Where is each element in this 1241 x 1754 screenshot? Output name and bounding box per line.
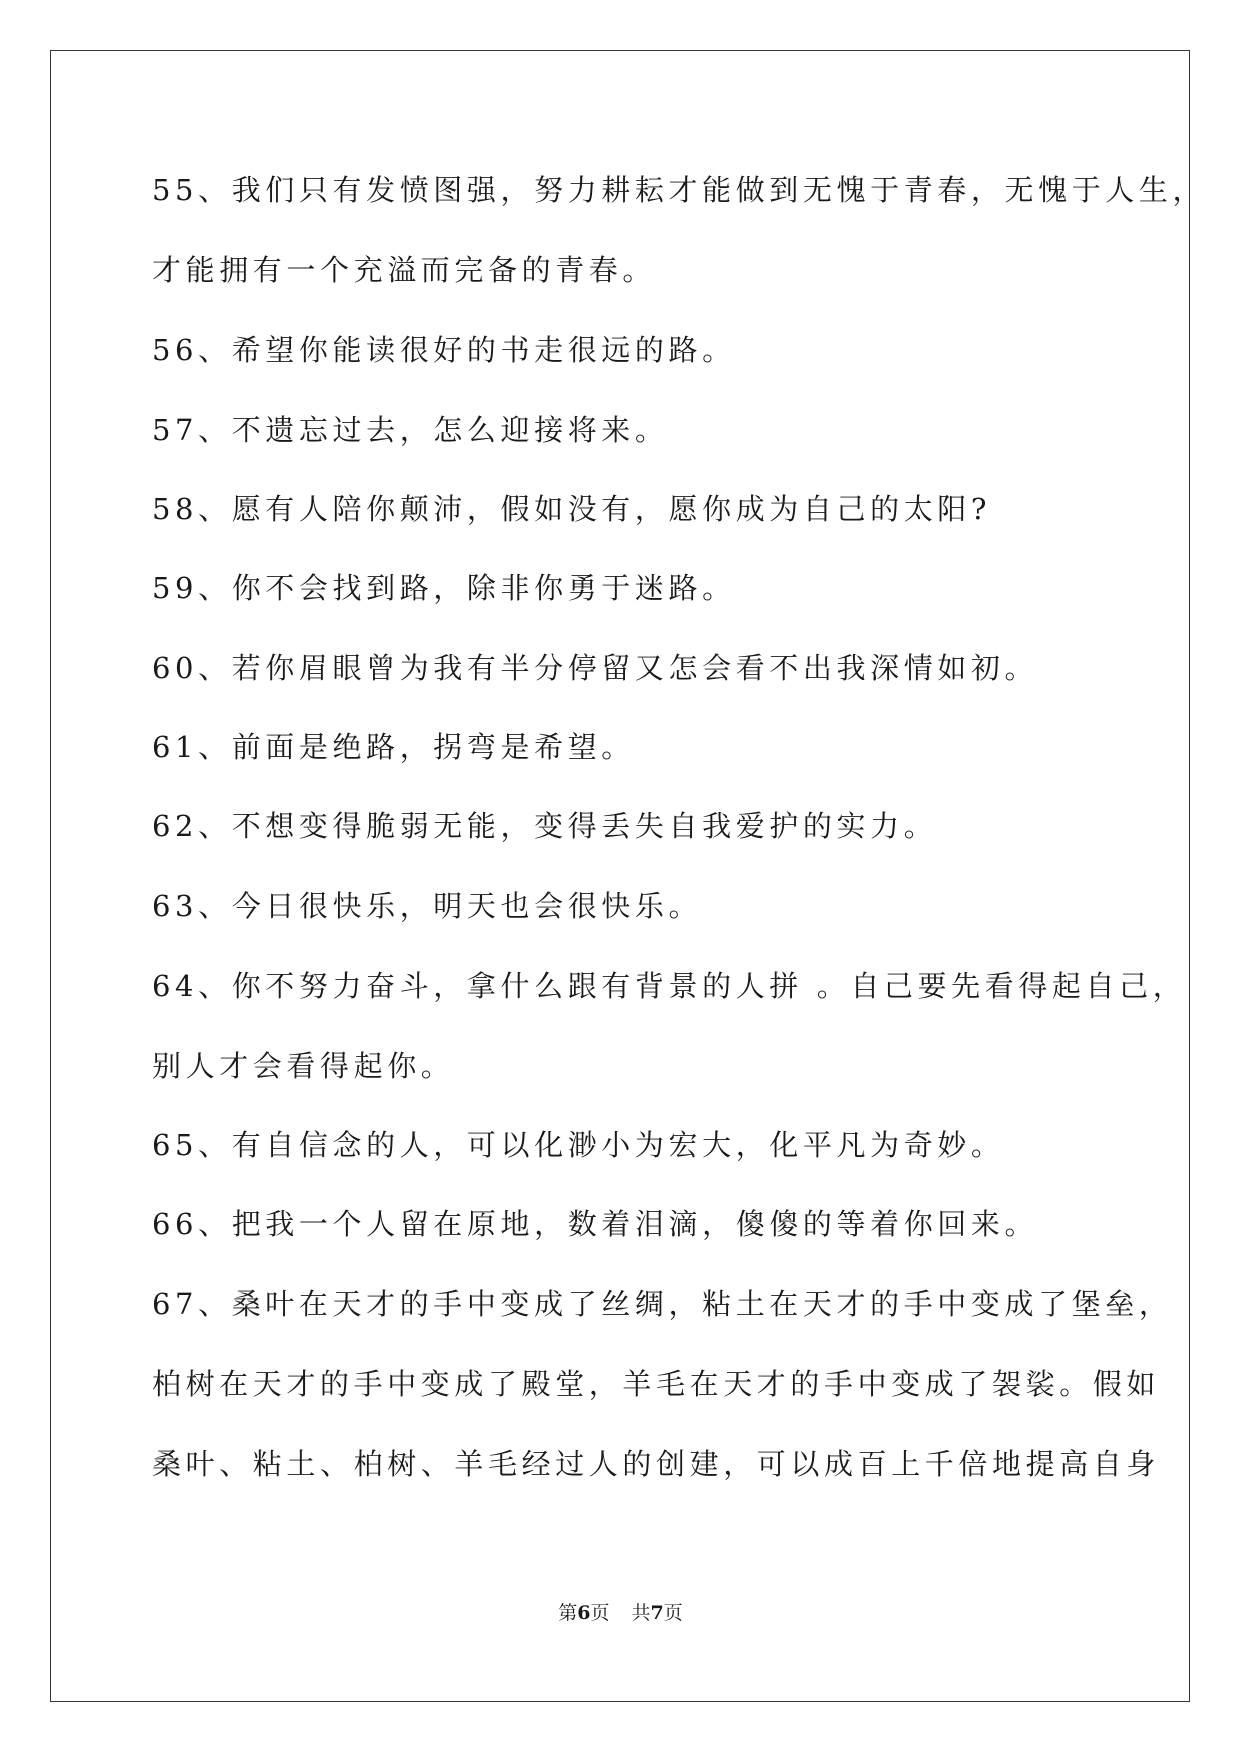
text-line: 别人才会看得起你。 [152, 1049, 455, 1083]
text-line: 桑叶、粘土、柏树、羊毛经过人的创建，可以成百上千倍地提高自身 [152, 1447, 1161, 1481]
total-prefix: 共 [631, 1602, 651, 1624]
text-line: 才能拥有一个充溢而完备的青春。 [152, 253, 657, 287]
page-prefix: 第 [558, 1602, 578, 1624]
text-line: 56、希望你能读很好的书走很远的路。 [152, 333, 736, 367]
text-line: 67、桑叶在天才的手中变成了丝绸，粘土在天才的手中变成了堡垒， [152, 1287, 1173, 1321]
total-suffix: 页 [663, 1602, 683, 1624]
text-line: 65、有自信念的人，可以化渺小为宏大，化平凡为奇妙。 [152, 1128, 1005, 1162]
text-line: 58、愿有人陪你颠沛，假如没有，愿你成为自己的太阳? [152, 492, 992, 526]
text-line: 61、前面是绝路，拐弯是希望。 [152, 730, 635, 764]
text-line: 57、不遗忘过去，怎么迎接将来。 [152, 413, 669, 447]
text-line: 59、你不会找到路，除非你勇于迷路。 [152, 571, 736, 605]
text-line: 60、若你眉眼曾为我有半分停留又怎会看不出我深情如初。 [152, 651, 1039, 685]
text-line: 62、不想变得脆弱无能，变得丢失自我爱护的实力。 [152, 809, 938, 843]
page-current: 6 [577, 1602, 591, 1624]
text-line: 66、把我一个人留在原地，数着泪滴，傻傻的等着你回来。 [152, 1207, 1039, 1241]
text-line: 63、今日很快乐，明天也会很快乐。 [152, 889, 703, 923]
page-total: 7 [650, 1602, 664, 1624]
text-line: 柏树在天才的手中变成了殿堂，羊毛在天才的手中变成了袈裟。假如 [152, 1367, 1161, 1401]
page-suffix: 页 [590, 1602, 610, 1624]
page-footer [0, 1601, 1241, 1625]
text-line: 55、我们只有发愤图强，努力耕耘才能做到无愧于青春，无愧于人生， [152, 173, 1207, 207]
text-line: 64、你不努力奋斗，拿什么跟有背景的人拼 。自己要先看得起自己， [152, 969, 1187, 1003]
